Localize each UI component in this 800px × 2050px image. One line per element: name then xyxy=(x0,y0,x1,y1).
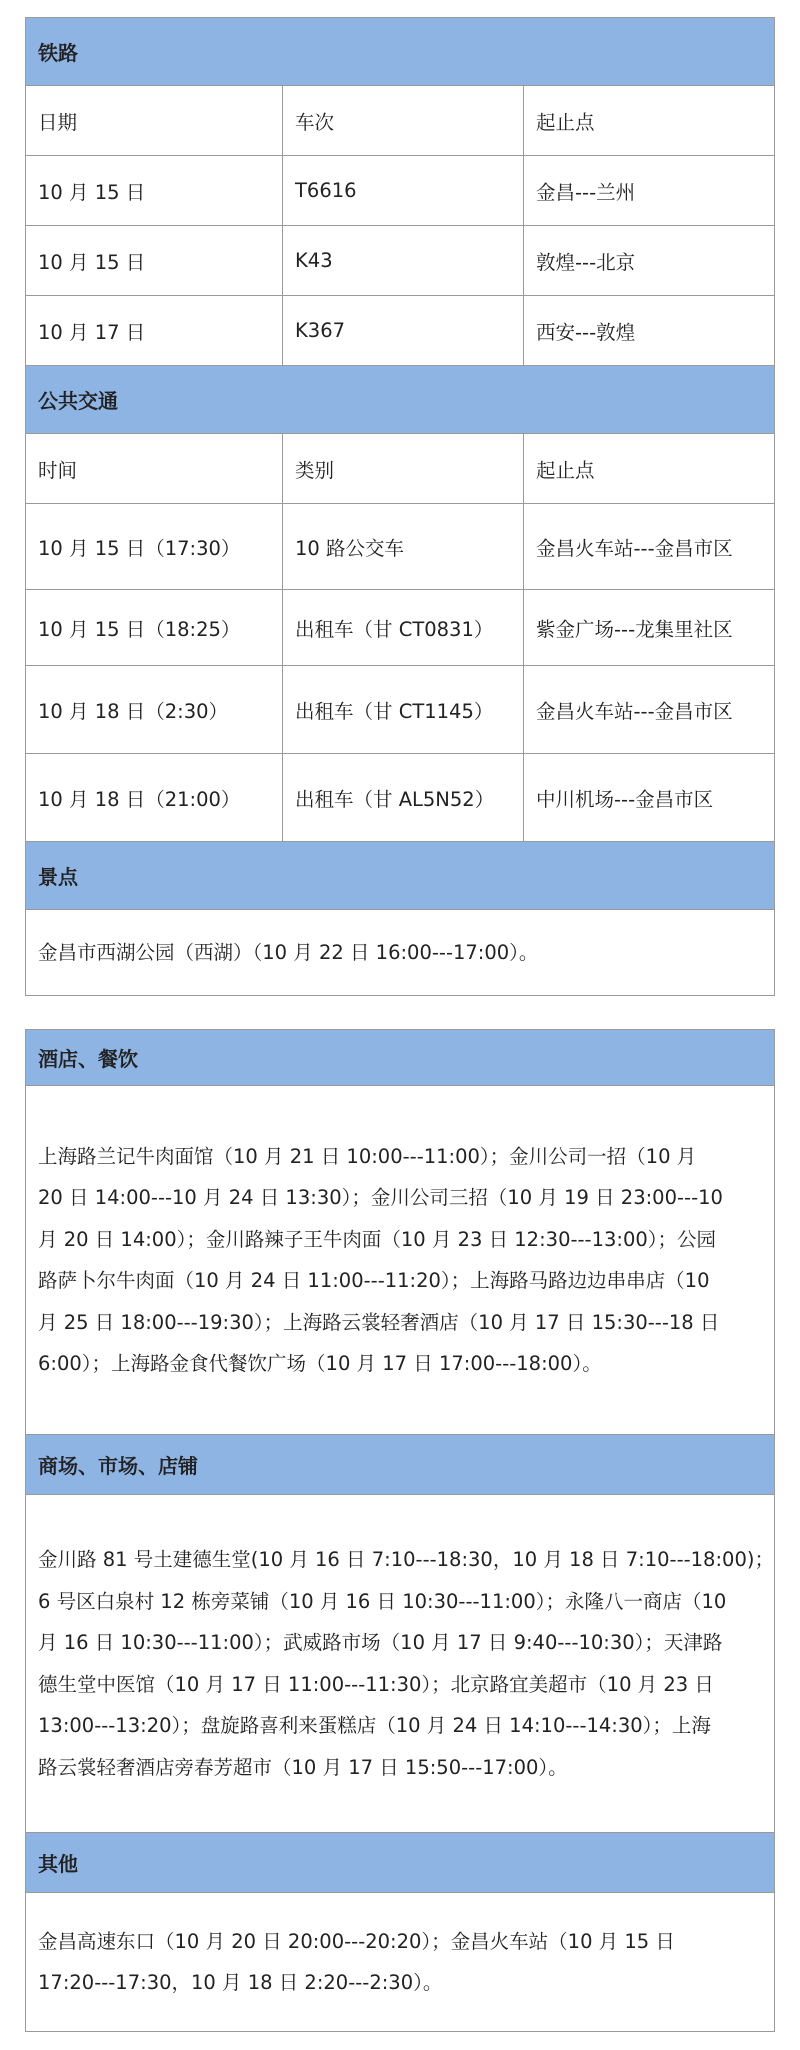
cell-date: 10 月 15 日 xyxy=(26,156,283,225)
cell-route: 金昌火车站---金昌市区 xyxy=(536,536,733,560)
table-row xyxy=(26,226,775,296)
cell-train: T6616 xyxy=(283,156,524,225)
section-title: 铁路 xyxy=(38,41,78,65)
cell-type: 出租车（甘 CT1145） xyxy=(283,666,524,753)
column-header-route: 起止点 xyxy=(536,110,595,134)
cell-route: 紫金广场---龙集里社区 xyxy=(536,617,733,641)
cell-type: 出租车（甘 CT0831） xyxy=(283,590,524,665)
text-line: 德生堂中医馆（10 月 17 日 11:00---11:30）；北京路宜美超市（10 月 23 日 xyxy=(38,1672,714,1696)
column-header-train: 车次 xyxy=(283,86,524,155)
table-row xyxy=(26,590,775,666)
table-row xyxy=(26,754,775,842)
cell-time: 10 月 18 日（21:00） xyxy=(26,754,283,841)
section-title: 公共交通 xyxy=(38,389,118,413)
column-header-time: 时间 xyxy=(26,434,283,503)
other-text xyxy=(26,1921,774,2004)
section-header-shops xyxy=(26,1435,775,1495)
column-header-type: 类别 xyxy=(283,434,524,503)
scenic-text: 金昌市西湖公园（西湖）（10 月 22 日 16:00---17:00）。 xyxy=(38,940,539,964)
table-row xyxy=(26,296,775,366)
section-body-hotels xyxy=(26,1086,775,1435)
cell-time: 10 月 15 日（17:30） xyxy=(26,504,283,589)
cell-time: 10 月 15 日（18:25） xyxy=(26,590,283,665)
text-line: 13:00---13:20）；盘旋路喜利来蛋糕店（10 月 24 日 14:10---14:30）；上海 xyxy=(38,1714,711,1737)
table-row xyxy=(26,666,775,754)
section-title: 其他 xyxy=(38,1852,78,1876)
column-header-date: 日期 xyxy=(26,86,283,155)
places-table xyxy=(25,1029,775,2032)
cell-type: 出租车（甘 AL5N52） xyxy=(283,754,524,841)
cell-train: K367 xyxy=(283,296,524,365)
cell-train: K43 xyxy=(283,226,524,295)
text-line: 路萨卜尔牛肉面（10 月 24 日 11:00---11:20）；上海路马路边边串串店（10 xyxy=(38,1269,710,1292)
text-line: 月 16 日 10:30---11:00）；武威路市场（10 月 17 日 9:40---10:30）；天津路 xyxy=(38,1631,723,1654)
table-header-row xyxy=(26,86,775,156)
text-line: 金昌高速东口（10 月 20 日 20:00---20:20）；金昌火车站（10 月 15 日 xyxy=(38,1929,675,1953)
cell-date: 10 月 15 日 xyxy=(26,226,283,295)
text-line: 路云裳轻奢酒店旁春芳超市（10 月 17 日 15:50---17:00）。 xyxy=(38,1755,568,1779)
section-body-shops xyxy=(26,1495,775,1833)
section-title: 景点 xyxy=(38,865,78,889)
section-header-other xyxy=(26,1833,775,1893)
section-header-public-transport xyxy=(26,366,775,434)
text-line: 月 25 日 18:00---19:30）；上海路云裳轻奢酒店（10 月 17 日 15:30---18 日 xyxy=(38,1310,720,1334)
hotels-text xyxy=(26,1136,774,1385)
section-title: 酒店、餐饮 xyxy=(38,1047,138,1071)
section-header-railway xyxy=(26,18,775,86)
table-row xyxy=(26,156,775,226)
cell-route: 中川机场---金昌市区 xyxy=(536,787,714,811)
column-header-route: 起止点 xyxy=(536,458,595,482)
transport-table xyxy=(25,17,775,996)
section-header-scenic xyxy=(26,842,775,910)
cell-date: 10 月 17 日 xyxy=(26,296,283,365)
cell-route: 西安---敦煌 xyxy=(536,320,636,344)
section-title: 商场、市场、店铺 xyxy=(38,1454,198,1478)
table-row xyxy=(26,504,775,590)
text-line: 17:20---17:30，10 月 18 日 2:20---2:30）。 xyxy=(38,1971,443,1994)
text-line: 6 号区白泉村 12 栋旁菜铺（10 月 16 日 10:30---11:00）；永隆八一商店（10 xyxy=(38,1589,727,1613)
cell-route: 金昌---兰州 xyxy=(536,180,636,204)
section-header-hotels xyxy=(26,1030,775,1086)
section-body-scenic xyxy=(26,910,775,996)
text-line: 金川路 81 号土建德生堂(10 月 16 日 7:10---18:30，10 月 18 日 7:10---18:00)； xyxy=(38,1548,774,1571)
text-line: 20 日 14:00---10 月 24 日 13:30）；金川公司三招（10 月 19 日 23:00---10 xyxy=(38,1186,723,1209)
cell-route: 金昌火车站---金昌市区 xyxy=(536,699,733,723)
cell-route: 敦煌---北京 xyxy=(536,250,636,274)
text-line: 上海路兰记牛肉面馆（10 月 21 日 10:00---11:00）；金川公司一招（10 月 xyxy=(38,1144,697,1168)
cell-type: 10 路公交车 xyxy=(283,504,524,589)
cell-time: 10 月 18 日（2:30） xyxy=(26,666,283,753)
table-header-row xyxy=(26,434,775,504)
section-body-other xyxy=(26,1893,775,2032)
text-line: 月 20 日 14:00）；金川路辣子王牛肉面（10 月 23 日 12:30---13:00）；公园 xyxy=(38,1227,717,1251)
text-line: 6:00）；上海路金食代餐饮广场（10 月 17 日 17:00---18:00）。 xyxy=(38,1352,602,1375)
shops-text xyxy=(26,1539,774,1788)
